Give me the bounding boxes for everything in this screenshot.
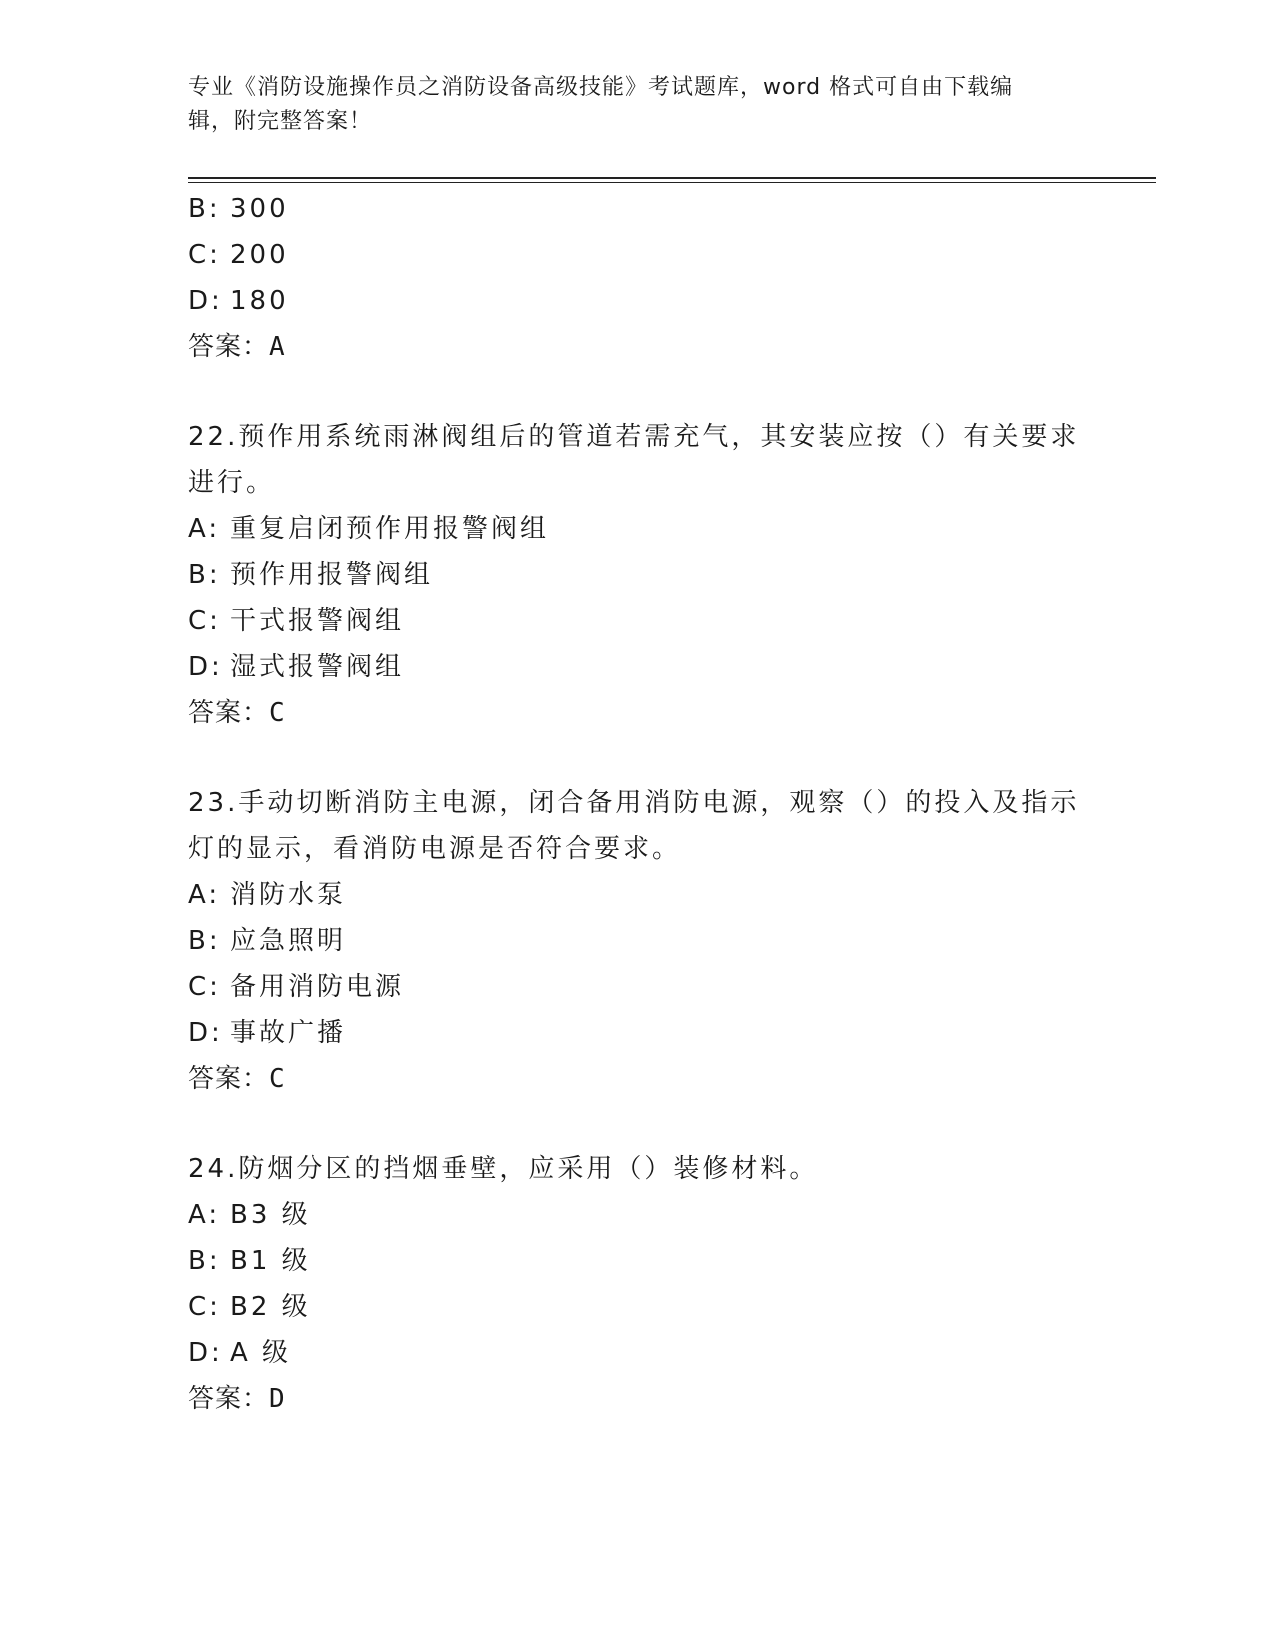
option-d [188,278,1088,324]
header-line-1: 专业《消防设施操作员之消防设备高级技能》考试题库，word 格式可自由下载编 [188,75,1014,100]
option-text: B1 级 [230,1246,311,1276]
option-text: 事故广播 [230,1018,347,1048]
option-label: B: [188,194,221,224]
option-a [188,506,1088,552]
option-label: B: [188,560,221,590]
option-c [188,232,1088,278]
answer-label: 答案： [188,1064,270,1094]
answer-label: 答案： [188,1384,270,1414]
option-label: C: [188,240,221,270]
answer-value: C [269,698,286,728]
option-text: 应急照明 [230,926,347,956]
answer-label: 答案： [188,332,270,362]
option-text: 湿式报警阀组 [230,652,405,682]
option-d [188,1010,1088,1056]
header-divider-bottom [188,182,1156,183]
option-label: A: [188,880,221,910]
option-c [188,598,1088,644]
option-text: 消防水泵 [230,880,347,910]
option-label: C: [188,1292,221,1322]
option-text: 备用消防电源 [230,972,405,1002]
question-stem [188,1146,1068,1192]
option-text: 干式报警阀组 [230,606,405,636]
option-a [188,1192,1088,1238]
option-text: B2 级 [230,1292,311,1322]
stem-line-2: 灯的显示，看消防电源是否符合要求。 [188,834,682,864]
option-text: 预作用报警阀组 [230,560,434,590]
document-header [188,71,1068,139]
option-text: 180 [230,286,289,316]
answer-line [188,324,1088,370]
answer-line [188,1376,1088,1422]
option-label: B: [188,926,221,956]
option-label: D: [188,1018,223,1048]
stem-line-1: 22.预作用系统雨淋阀组后的管道若需充气，其安装应按（）有关要求 [188,422,1080,452]
question-24 [188,1146,1088,1422]
stem-line-1: 24.防烟分区的挡烟垂壁，应采用（）装修材料。 [188,1154,819,1184]
option-label: D: [188,652,223,682]
option-c [188,1284,1088,1330]
option-label: D: [188,1338,223,1368]
question-23 [188,780,1088,1102]
option-text: A 级 [230,1338,292,1368]
answer-value: C [269,1064,286,1094]
header-divider-top [188,177,1156,179]
option-label: A: [188,1200,221,1230]
option-c [188,964,1088,1010]
answer-value: D [269,1384,286,1414]
option-text: 200 [230,240,289,270]
option-b [188,918,1088,964]
option-d [188,644,1088,690]
header-line-2: 辑，附完整答案！ [188,109,373,134]
question-stem [188,780,1080,872]
answer-line [188,690,1088,736]
option-label: A: [188,514,221,544]
option-a [188,872,1088,918]
question-stem [188,414,1080,506]
option-label: D: [188,286,223,316]
option-label: B: [188,1246,221,1276]
answer-value: A [269,332,286,362]
option-b [188,552,1088,598]
question-list [188,186,1088,1422]
option-d [188,1330,1088,1376]
option-text: B3 级 [230,1200,311,1230]
question-21-continuation [188,186,1088,370]
answer-label: 答案： [188,698,270,728]
option-text: 重复启闭预作用报警阀组 [230,514,550,544]
question-22 [188,414,1088,736]
stem-line-2: 进行。 [188,468,276,498]
option-b [188,1238,1088,1284]
answer-line [188,1056,1088,1102]
option-label: C: [188,972,221,1002]
option-label: C: [188,606,221,636]
option-b [188,186,1088,232]
stem-line-1: 23.手动切断消防主电源，闭合备用消防电源，观察（）的投入及指示 [188,788,1080,818]
option-text: 300 [230,194,289,224]
